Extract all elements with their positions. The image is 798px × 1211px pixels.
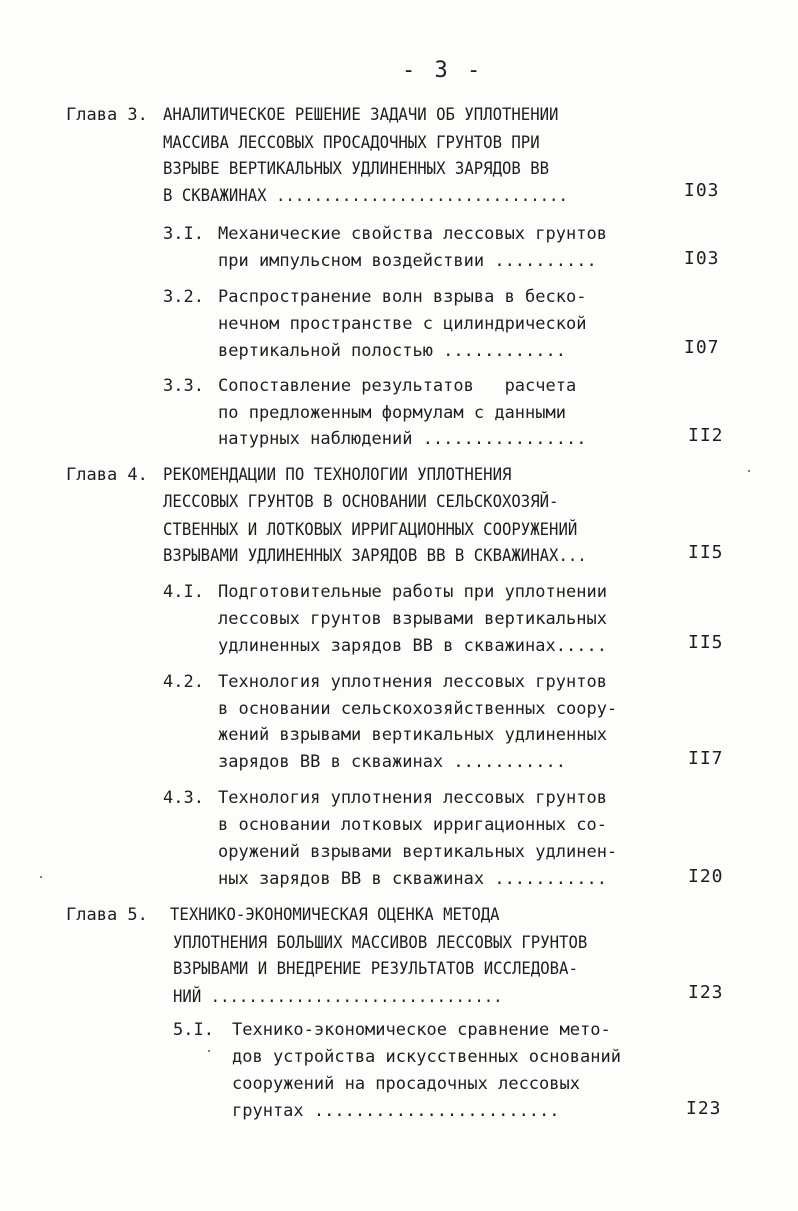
section-4-3-title-line: ных зарядов ВВ в скважинах ...........	[218, 869, 607, 889]
chapter-4-title-line: СТВЕННЫХ И ЛОТКОВЫХ ИРРИГАЦИОННЫХ СООРУЖЕНИЙ	[163, 520, 578, 540]
chapter-3-title-line: МАССИВА ЛЕССОВЫХ ПРОСАДОЧНЫХ ГРУНТОВ ПРИ	[163, 133, 540, 153]
section-4-3-title-line: Технология уплотнения лессовых грунтов	[218, 788, 607, 808]
section-4-1-label: 4.I.	[163, 582, 204, 602]
section-5-1-title-line: сооружений на просадочных лессовых	[232, 1074, 580, 1094]
section-3-2-title-line: Распространение волн взрыва в беско-	[218, 287, 587, 307]
chapter-5-page: I23	[688, 982, 724, 1003]
section-3-2-title-line: нечном пространстве с цилиндрической	[218, 314, 587, 334]
scan-speck	[748, 470, 750, 472]
section-4-1-title-line: удлиненных зарядов ВВ в скважинах.....	[218, 636, 607, 656]
chapter-3-title-line: В СКВАЖИНАХ ...............................	[163, 186, 568, 206]
section-4-2-title-line: Технология уплотнения лессовых грунтов	[218, 672, 607, 692]
section-5-1-label: 5.I.	[173, 1020, 214, 1040]
section-3-2-title-line: вертикальной полостью ............	[218, 341, 566, 361]
chapter-4-title-line: ВЗРЫВАМИ УДЛИНЕННЫХ ЗАРЯДОВ ВВ В СКВАЖИНАХ...	[163, 546, 587, 566]
chapter-3-label: Глава 3.	[66, 105, 148, 125]
chapter-4-title-line: РЕКОМЕНДАЦИИ ПО ТЕХНОЛОГИИ УПЛОТНЕНИЯ	[163, 465, 512, 485]
section-4-1-page: II5	[688, 632, 724, 653]
section-3-3-title-line: Сопоставление результатов расчета	[218, 376, 577, 396]
section-5-1-title-line: Технико-экономическое сравнение мето-	[232, 1020, 611, 1040]
section-3-1-page: I03	[684, 248, 720, 269]
chapter-3-title-line: АНАЛИТИЧЕСКОЕ РЕШЕНИЕ ЗАДАЧИ ОБ УПЛОТНЕНИИ	[163, 105, 559, 125]
scan-speck	[40, 876, 42, 878]
chapter-4-label: Глава 4.	[66, 465, 148, 485]
chapter-5-title-line: ВЗРЫВАМИ И ВНЕДРЕНИЕ РЕЗУЛЬТАТОВ ИССЛЕДОВА-	[173, 959, 578, 979]
chapter-4-title-line: ЛЕССОВЫХ ГРУНТОВ В ОСНОВАНИИ СЕЛЬСКОХОЗЯЙ-	[163, 492, 559, 512]
section-5-1-title-line: грунтах ........................	[232, 1101, 560, 1121]
section-5-1-page: I23	[686, 1098, 722, 1119]
section-4-1-title-line: Подготовительные работы при уплотнении	[218, 582, 607, 602]
section-3-2-page: I07	[684, 337, 720, 358]
section-4-3-page: I20	[688, 866, 724, 887]
chapter-5-title-line: УПЛОТНЕНИЯ БОЛЬШИХ МАССИВОВ ЛЕССОВЫХ ГРУНТОВ	[173, 933, 588, 953]
section-4-3-title-line: оружений взрывами вертикальных удлинен-	[218, 842, 618, 862]
section-3-1-title-line: Механические свойства лессовых грунтов	[218, 224, 607, 244]
section-3-3-label: 3.3.	[163, 376, 204, 396]
page-number: - 3 -	[402, 58, 484, 83]
section-3-2-label: 3.2.	[163, 287, 204, 307]
chapter-4-page: II5	[688, 542, 724, 563]
section-3-1-title-line: при импульсном воздействии ..........	[218, 251, 597, 271]
section-4-2-title-line: зарядов ВВ в скважинах ...........	[218, 752, 566, 772]
scan-speck	[208, 1050, 210, 1052]
section-4-2-label: 4.2.	[163, 672, 204, 692]
section-3-1-label: 3.I.	[163, 224, 204, 244]
chapter-5-label: Глава 5.	[66, 905, 148, 925]
section-4-2-title-line: жений взрывами вертикальных удлиненных	[218, 725, 607, 745]
section-5-1-title-line: дов устройства искусственных оснований	[232, 1047, 621, 1067]
section-4-1-title-line: лессовых грунтов взрывами вертикальных	[218, 609, 607, 629]
chapter-5-title-line: ТЕХНИКО-ЭКОНОМИЧЕСКАЯ ОЦЕНКА МЕТОДА	[170, 905, 500, 925]
section-4-2-page: II7	[688, 748, 724, 769]
chapter-3-title-line: ВЗРЫВЕ ВЕРТИКАЛЬНЫХ УДЛИНЕННЫХ ЗАРЯДОВ ВВ	[163, 159, 550, 179]
chapter-5-title-line: НИЙ ...............................	[173, 987, 503, 1007]
section-3-3-title-line: натурных наблюдений ................	[218, 429, 587, 449]
section-3-3-title-line: по предложенным формулам с данными	[218, 403, 566, 423]
section-4-3-title-line: в основании лотковых ирригационных со-	[218, 815, 607, 835]
section-4-2-title-line: в основании сельскохозяйственных соору-	[218, 699, 618, 719]
section-4-3-label: 4.3.	[163, 788, 204, 808]
chapter-3-page: I03	[684, 180, 720, 201]
section-3-3-page: II2	[688, 425, 724, 446]
